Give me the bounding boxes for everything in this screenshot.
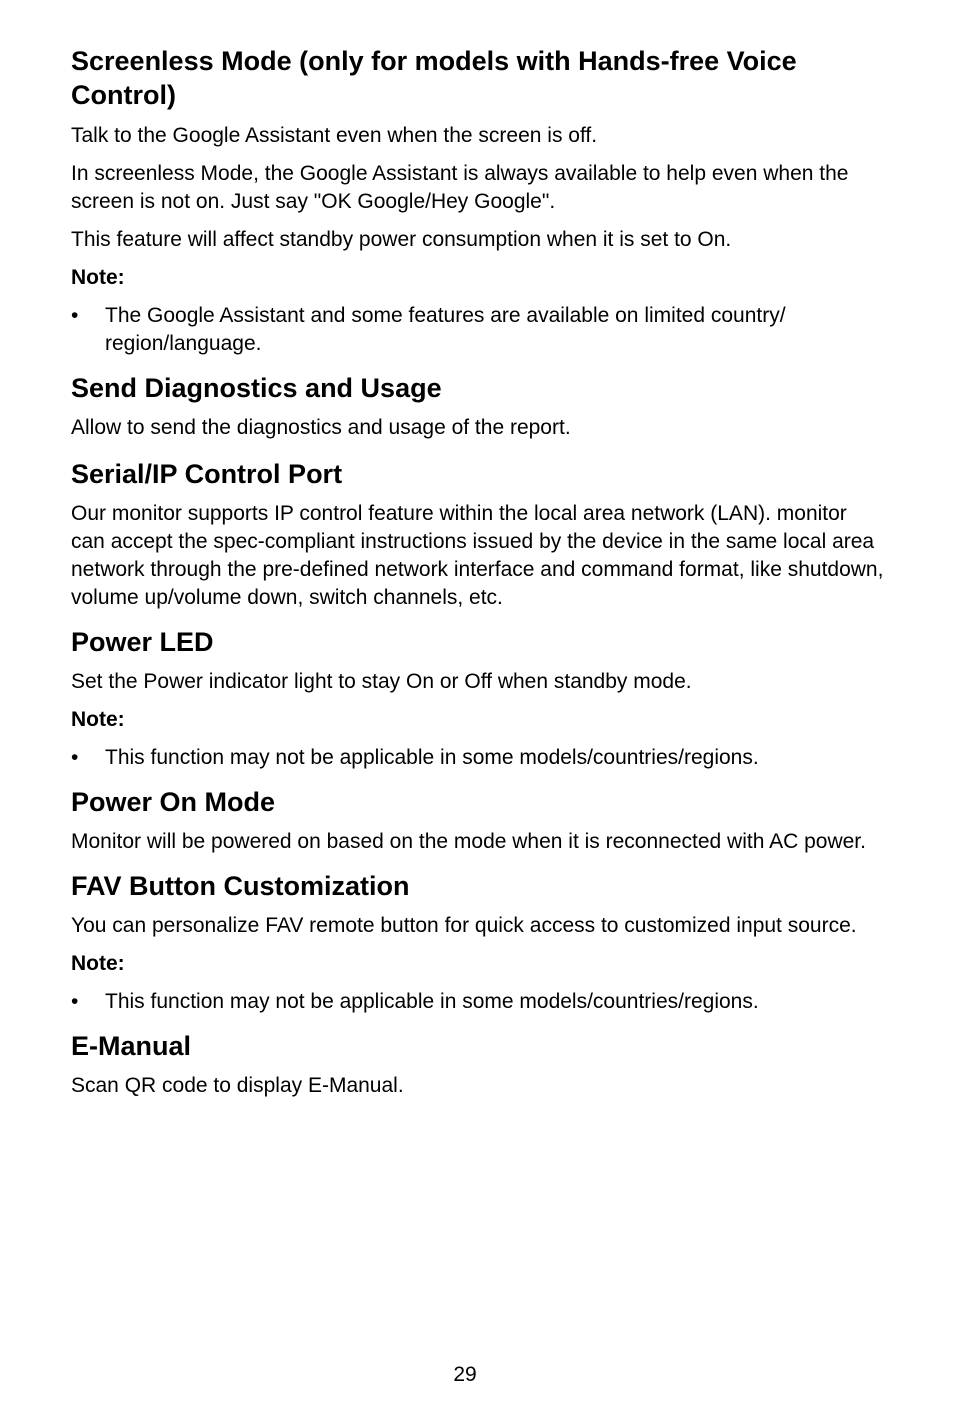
- manual-page: [71, 44, 886, 1113]
- section-paragraph: Talk to the Google Assistant even when the screen is off.: [71, 124, 598, 147]
- note-label: Note:: [71, 266, 125, 289]
- section-e-manual: [71, 1029, 886, 1100]
- section-fav-button-customization: [71, 869, 886, 1016]
- note-list: [71, 744, 886, 772]
- section-power-led: [71, 625, 886, 772]
- bullet-icon: •: [71, 746, 79, 769]
- page-number: 29: [453, 1363, 477, 1386]
- bullet-icon: •: [71, 304, 79, 327]
- bullet-icon: •: [71, 990, 79, 1013]
- section-paragraph: Scan QR code to display E-Manual.: [71, 1074, 404, 1097]
- section-paragraph: Set the Power indicator light to stay On or Off when standby mode.: [71, 670, 692, 693]
- note-label: Note:: [71, 952, 125, 975]
- section-send-diagnostics: [71, 371, 886, 442]
- section-paragraph: Our monitor supports IP control feature within the local area network (LAN). monitor can accept the spec-compliant instructions issued by the device in the same local area network through the pre-defined network interface and command format, like shutdown, volume up/volume down, switch channels, etc.: [71, 502, 884, 609]
- note-list: [71, 302, 886, 358]
- note-item: [71, 988, 886, 1016]
- note-label: Note:: [71, 708, 125, 731]
- note-item-text: The Google Assistant and some features are available on limited country/ region/language.: [105, 304, 786, 355]
- note-item-text: This function may not be applicable in some models/countries/regions.: [105, 746, 759, 769]
- section-heading: Screenless Mode (only for models with Hands-free Voice Control): [71, 46, 797, 110]
- note-list: [71, 988, 886, 1016]
- note-item: [71, 302, 886, 358]
- section-serial-ip-control-port: [71, 457, 886, 612]
- section-paragraph: You can personalize FAV remote button for quick access to customized input source.: [71, 914, 857, 937]
- section-heading: Send Diagnostics and Usage: [71, 373, 442, 403]
- section-heading: E-Manual: [71, 1031, 192, 1061]
- section-heading: Power On Mode: [71, 787, 276, 817]
- section-heading: Power LED: [71, 627, 214, 657]
- note-item-text: This function may not be applicable in some models/countries/regions.: [105, 990, 759, 1013]
- section-power-on-mode: [71, 785, 886, 856]
- section-paragraph: In screenless Mode, the Google Assistant is always available to help even when the screen is not on. Just say "OK Google/Hey Google".: [71, 162, 849, 213]
- note-item: [71, 744, 886, 772]
- section-screenless-mode: [71, 44, 886, 358]
- section-heading: FAV Button Customization: [71, 871, 410, 901]
- section-paragraph: Monitor will be powered on based on the mode when it is reconnected with AC power.: [71, 830, 866, 853]
- section-heading: Serial/IP Control Port: [71, 459, 343, 489]
- section-paragraph: Allow to send the diagnostics and usage of the report.: [71, 416, 571, 439]
- section-paragraph: This feature will affect standby power consumption when it is set to On.: [71, 228, 732, 251]
